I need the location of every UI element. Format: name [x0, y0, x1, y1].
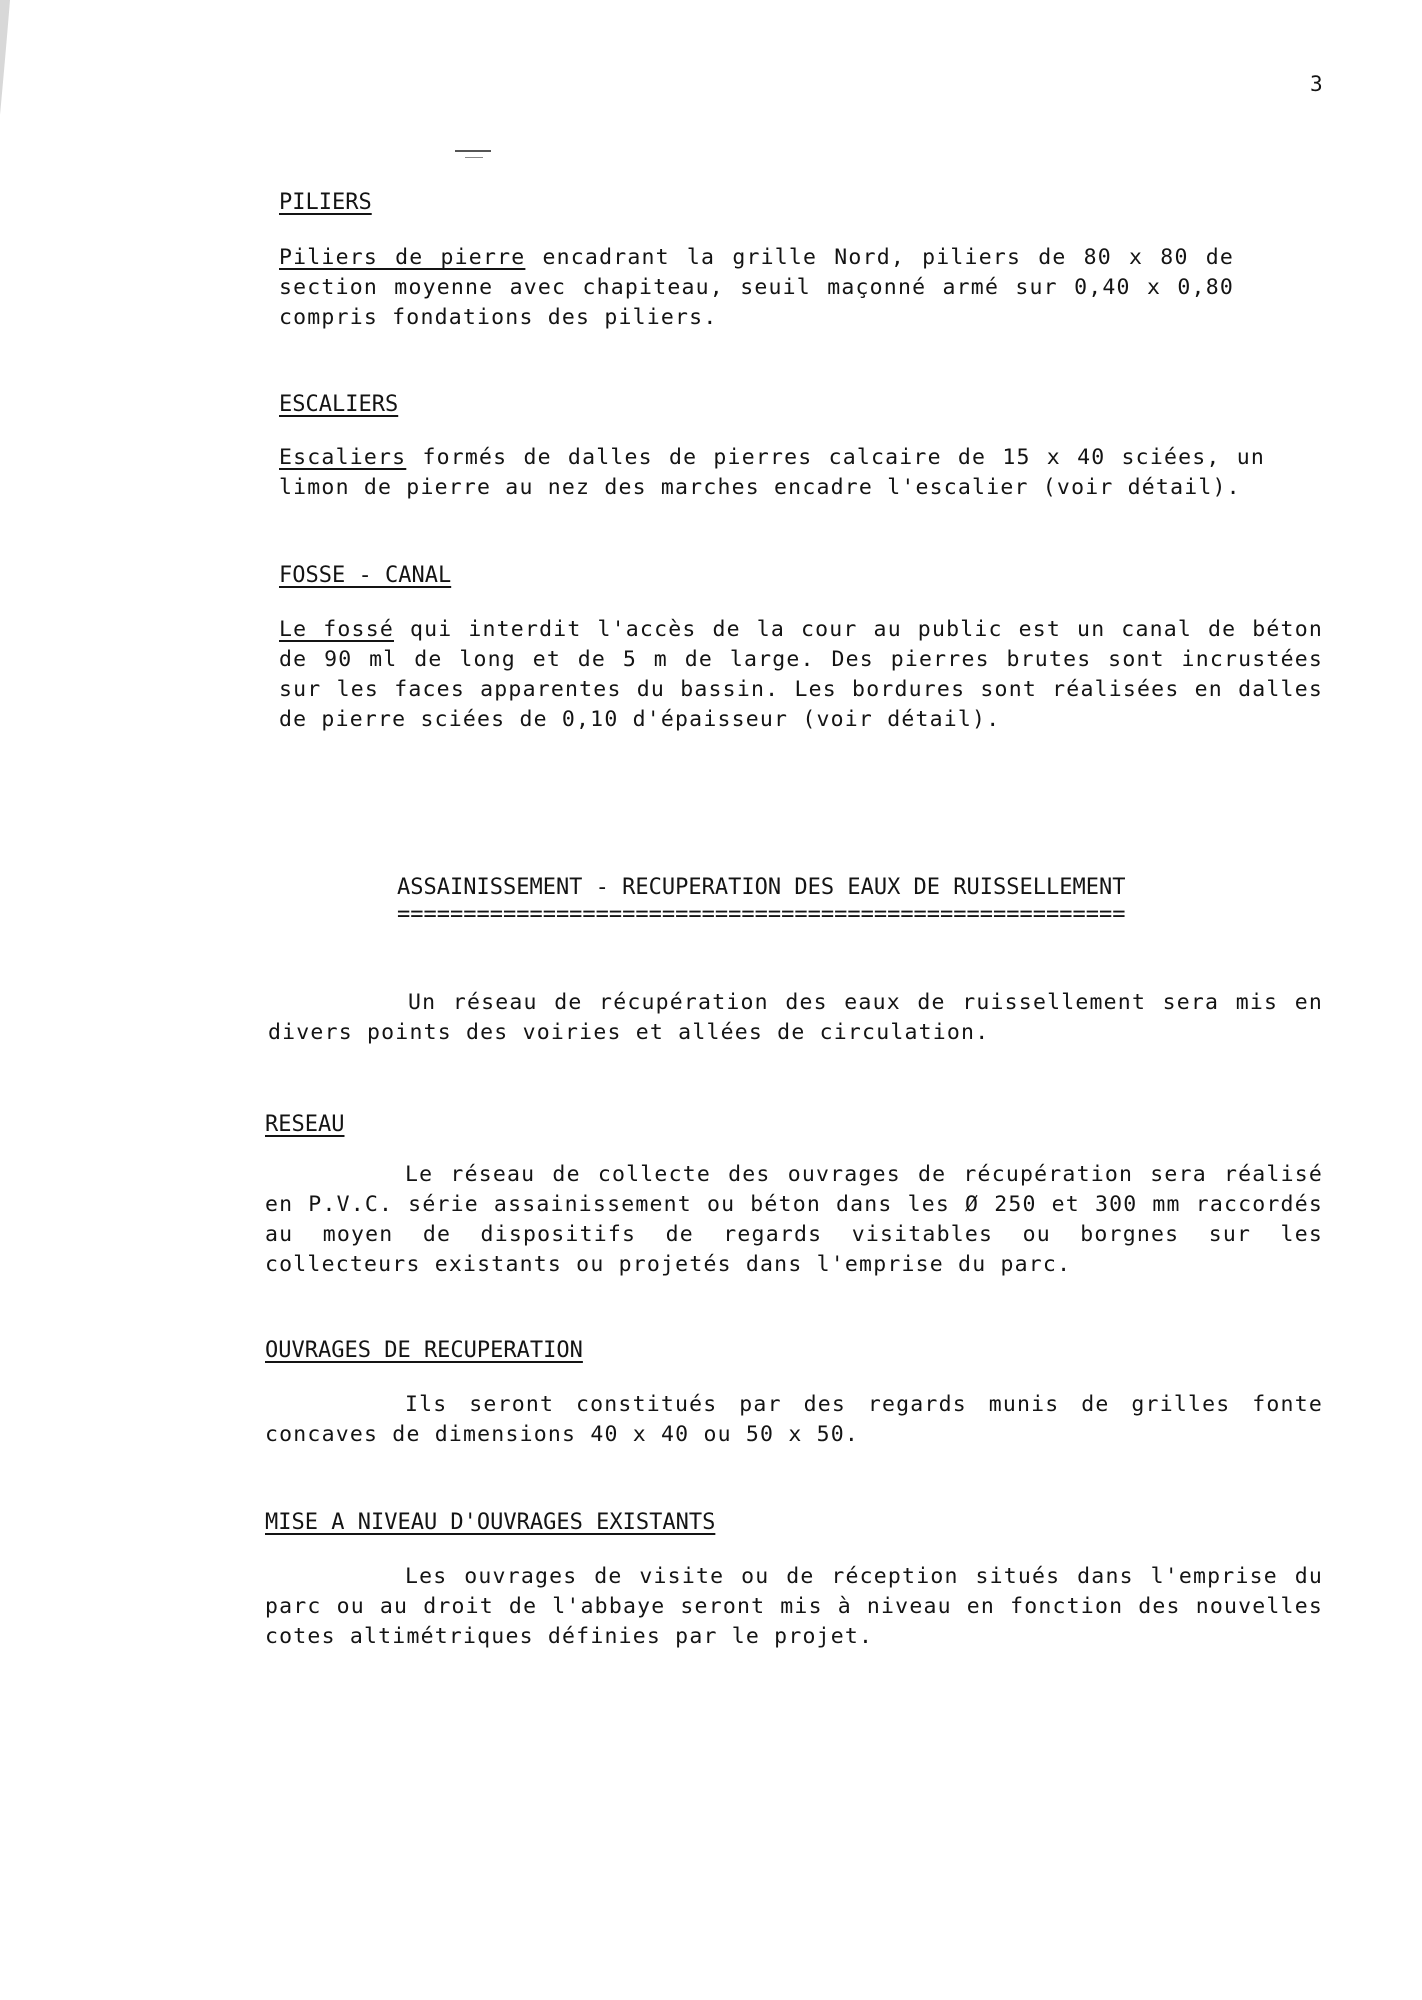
page-number: 3 — [1310, 72, 1323, 96]
title-assainissement: ASSAINISSEMENT - RECUPERATION DES EAUX DE RUISSELLEMENT — [397, 875, 1126, 900]
scan-dash-mark-small — [465, 157, 483, 158]
text-piliers: encadrant la grille Nord, piliers de 80 x 80 de section moyenne avec chapiteau, seuil maçonné armé sur 0,40 x 0,80 compris fondations des piliers. — [279, 245, 1234, 330]
heading-fosse-canal: FOSSE - CANAL — [279, 563, 452, 588]
lead-piliers: Piliers de pierre — [279, 245, 526, 270]
paragraph-mise-a-niveau: Les ouvrages de visite ou de réception situés dans l'emprise du parc ou au droit de l'abbaye seront mis à niveau en fonction des nouvelles cotes altimétriques définies par le projet. — [265, 1564, 1323, 1649]
heading-reseau: RESEAU — [265, 1112, 345, 1137]
paragraph-escaliers — [279, 443, 1265, 503]
scan-edge-mark — [0, 0, 18, 120]
lead-fosse: Le fossé — [279, 617, 394, 642]
heading-piliers: PILIERS — [279, 190, 372, 215]
text-escaliers: formés de dalles de pierres calcaire de 15 x 40 sciées, un limon de pierre au nez des marches encadre l'escalier (voir détail). — [279, 445, 1265, 500]
text-fosse: qui interdit l'accès de la cour au public est un canal de béton de 90 ml de long et de 5 m de large. Des pierres brutes sont incrustées sur les faces apparentes du bassin. Les bordures sont réalisées en dalles de pierre sciées de 0,10 d'épaisseur (voir détail). — [279, 617, 1323, 732]
paragraph-ouvrages-recuperation: Ils seront constitués par des regards munis de grilles fonte concaves de dimensions 40 x 40 ou 50 x 50. — [265, 1392, 1323, 1447]
heading-ouvrages-recuperation: OUVRAGES DE RECUPERATION — [265, 1338, 583, 1363]
heading-escaliers: ESCALIERS — [279, 392, 399, 417]
heading-mise-a-niveau: MISE A NIVEAU D'OUVRAGES EXISTANTS — [265, 1510, 716, 1535]
lead-escaliers: Escaliers — [279, 445, 407, 470]
paragraph-reseau: Le réseau de collecte des ouvrages de récupération sera réalisé en P.V.C. série assainissement ou béton dans les Ø 250 et 300 mm raccordés au moyen de dispositifs de regards visitables ou borgnes sur les collecteurs existants ou projetés dans l'emprise du parc. — [265, 1162, 1323, 1277]
paragraph-piliers — [279, 243, 1234, 333]
title-double-rule: ======================================================= — [397, 908, 1126, 924]
paragraph-assainissement: Un réseau de récupération des eaux de ruissellement sera mis en divers points des voiries et allées de circulation. — [268, 990, 1323, 1045]
scan-dash-mark — [455, 150, 491, 152]
paragraph-fosse-canal — [279, 615, 1323, 735]
